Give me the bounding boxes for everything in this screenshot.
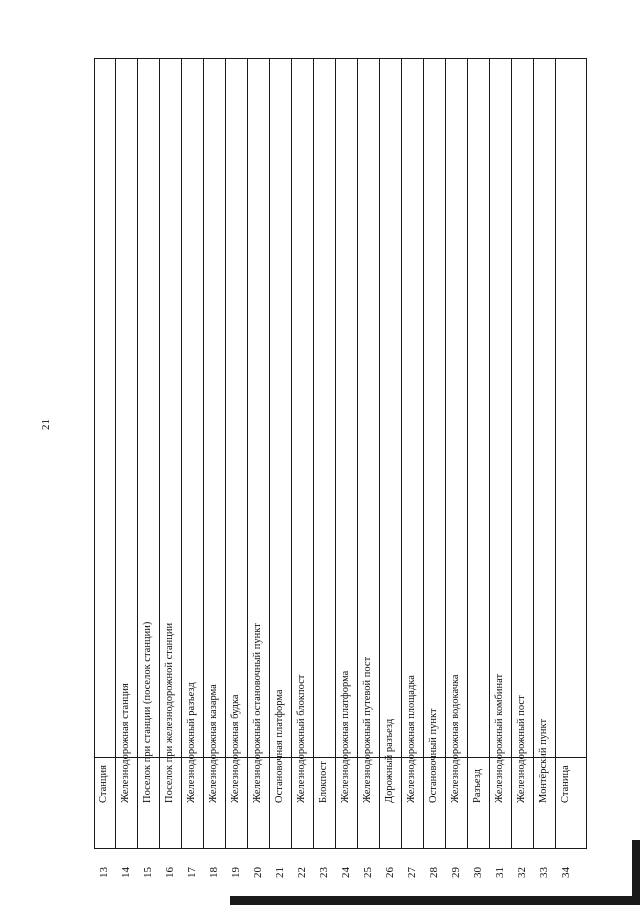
table-row <box>358 58 380 878</box>
row-number: 34 <box>560 867 572 878</box>
row-name: Разъезд <box>472 769 483 803</box>
row-number: 24 <box>340 867 352 878</box>
table-row <box>556 58 587 878</box>
row-name: Железнодорожный разъезд <box>186 682 197 803</box>
table-row <box>424 58 446 878</box>
row-name: Железнодорожный комбинат <box>494 673 505 803</box>
row-number: 13 <box>98 867 110 878</box>
row-name: Станция <box>98 765 109 803</box>
row-number: 19 <box>230 867 242 878</box>
row-name: Железнодорожная водокачка <box>450 674 461 803</box>
scan-edge-right <box>632 840 640 905</box>
table-row <box>402 58 424 878</box>
table-row <box>446 58 468 878</box>
row-number: 32 <box>516 867 528 878</box>
table-row <box>314 58 336 878</box>
table-row <box>380 58 402 878</box>
row-number: 15 <box>142 867 154 878</box>
table-row <box>94 58 116 878</box>
scan-edge-bottom <box>230 896 640 905</box>
row-name: Железнодорожная платформа <box>340 670 351 803</box>
table-row <box>490 58 512 878</box>
row-name: Остановочная платформа <box>274 689 285 803</box>
row-name: Железнодорожный пост <box>516 695 527 803</box>
table-row <box>204 58 226 878</box>
row-name: Железнодорожная площадка <box>406 675 417 803</box>
row-number: 31 <box>494 867 506 878</box>
row-number: 27 <box>406 867 418 878</box>
table-row <box>248 58 270 878</box>
row-number: 14 <box>120 867 132 878</box>
table-row <box>336 58 358 878</box>
table-row <box>534 58 556 878</box>
table-row <box>292 58 314 878</box>
row-number: 25 <box>362 867 374 878</box>
table-row <box>512 58 534 878</box>
table-row <box>116 58 138 878</box>
row-name: Железнодорожный блокпост <box>296 674 307 803</box>
row-number: 28 <box>428 867 440 878</box>
row-number: 23 <box>318 867 330 878</box>
row-name: Станица <box>560 765 571 803</box>
row-name: Остановочный пункт <box>428 708 439 803</box>
row-name: Железнодорожная будка <box>230 694 241 803</box>
page-number: 21 <box>40 419 52 430</box>
row-number: 17 <box>186 867 198 878</box>
row-name: Железнодорожный остановочный пункт <box>252 623 263 803</box>
row-name: Железнодорожный путевой пост <box>362 656 373 803</box>
row-name: Дорожный разъезд <box>384 718 395 803</box>
row-number: 26 <box>384 867 396 878</box>
row-number: 16 <box>164 867 176 878</box>
table-row <box>270 58 292 878</box>
row-name: Поселок при станции (поселок станции) <box>142 621 153 803</box>
row-number: 21 <box>274 867 286 878</box>
table-row <box>182 58 204 878</box>
row-name: Железнодорожная станция <box>120 683 131 803</box>
table-row <box>138 58 160 878</box>
row-name: Блокпост <box>318 761 329 803</box>
row-number: 22 <box>296 867 308 878</box>
row-number: 18 <box>208 867 220 878</box>
row-number: 33 <box>538 867 550 878</box>
row-name: Поселок при железнодорожной станции <box>164 622 175 803</box>
row-name: Железнодорожная казарма <box>208 684 219 803</box>
row-number: 29 <box>450 867 462 878</box>
row-number: 30 <box>472 867 484 878</box>
table-row <box>468 58 490 878</box>
table-row <box>226 58 248 878</box>
row-name: Монтёрский пункт <box>538 718 549 803</box>
table-row <box>160 58 182 878</box>
row-number: 20 <box>252 867 264 878</box>
